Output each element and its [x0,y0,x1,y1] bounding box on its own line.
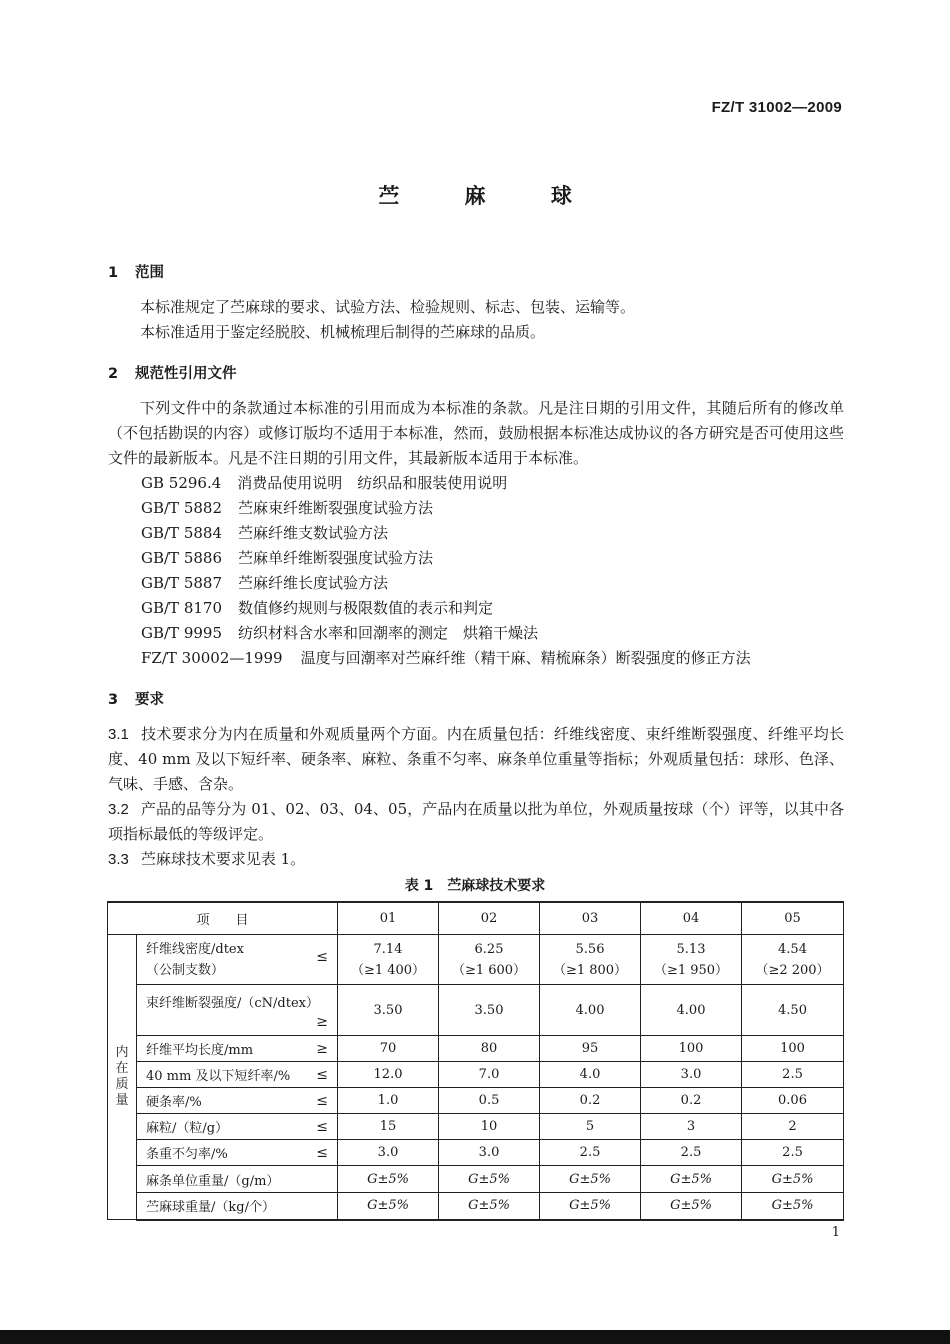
item-label: 麻条单位重量/（g/m） [146,1173,280,1189]
value-cell: 3 [641,1114,742,1140]
value-cell: 0.2 [641,1088,742,1114]
value-cell: G±5% [439,1193,540,1220]
value: 5.56 [575,941,605,957]
reference-code: GB/T 8170 [141,599,223,617]
clause-3-3 [108,847,844,872]
value: 6.25 [474,941,504,957]
item-cell [137,985,338,1036]
comparison-symbol: ≥ [316,1014,329,1030]
item-cell [137,935,338,985]
value-cell: G±5% [338,1166,439,1193]
value-cell [540,935,641,985]
value-cell: G±5% [540,1193,641,1220]
section-1-heading [108,261,164,282]
section-3-heading [108,688,164,709]
reference-item [141,546,433,571]
value-cell: G±5% [641,1166,742,1193]
document-title [0,180,950,210]
item-cell [137,1193,338,1220]
value-cell: 3.50 [338,985,439,1036]
value-cell [338,935,439,985]
reference-code: GB/T 5884 [141,524,223,542]
section-title: 要求 [135,692,164,708]
value-cell: 2.5 [540,1140,641,1166]
section-title: 范围 [135,265,164,281]
value-cell: 3.0 [338,1140,439,1166]
item-cell [137,1140,338,1166]
value-cell: 95 [540,1036,641,1062]
value-cell: 2.5 [742,1062,844,1088]
section-number: 3 [108,692,119,708]
item-label: 40 mm 及以下短纤率/% [146,1069,291,1084]
item-label: 纤维平均长度/mm [146,1043,254,1058]
value-cell: 70 [338,1036,439,1062]
subvalue: （≥1 950） [653,962,729,978]
comparison-symbol: ≤ [316,1144,329,1161]
value-cell: G±5% [439,1166,540,1193]
reference-item [141,471,507,496]
item-label: 束纤维断裂强度/（cN/dtex） [146,996,319,1011]
header-grade: 03 [540,902,641,935]
section-2-intro: 下列文件中的条款通过本标准的引用而成为本标准的条款。凡是注日期的引用文件，其随后所有的修改单（不包括勘误的内容）或修订版均不适用于本标准，然而，鼓励根据本标准达成协议的各方研究是否可使用这些文件的最新版本。凡是不注日期的引用文件，其最新版本适用于本标准。 [108,399,844,467]
clause-3-1 [108,722,844,797]
reference-code: FZ/T 30002—1999 [141,649,283,667]
header-grade: 01 [338,902,439,935]
clause-number: 3.2 [108,801,129,818]
item-label: 苎麻球重量/（kg/个） [146,1200,275,1216]
comparison-symbol: ≤ [316,949,329,965]
subvalue: （≥1 600） [451,962,527,978]
reference-code: GB/T 9995 [141,624,223,642]
value-cell: G±5% [742,1166,844,1193]
title-char-2: 麻 [464,184,486,208]
value-cell: 7.0 [439,1062,540,1088]
item-cell [137,1062,338,1088]
comparison-symbol: ≥ [316,1040,329,1057]
reference-code: GB/T 5887 [141,574,223,592]
value-cell: 4.00 [540,985,641,1036]
reference-title: 数值修约规则与极限数值的表示和判定 [238,599,494,617]
category-text: 内在质量 [115,1045,129,1108]
value-cell: G±5% [641,1193,742,1220]
value-cell [742,935,844,985]
table-row [108,1140,844,1166]
spec-table [107,901,844,1221]
section-number: 1 [108,265,119,281]
table-row [108,935,844,985]
value-cell: 2.5 [641,1140,742,1166]
clause-number: 3.3 [108,851,129,868]
header-grade: 05 [742,902,844,935]
value-cell: 2.5 [742,1140,844,1166]
section-title: 规范性引用文件 [135,366,237,382]
title-char-1: 苎 [378,184,400,208]
value-cell: G±5% [742,1193,844,1220]
reference-title: 苎麻纤维长度试验方法 [238,574,389,592]
standard-code: FZ/T 31002—2009 [711,99,842,116]
value-cell: 3.50 [439,985,540,1036]
reference-code: GB 5296.4 [141,474,222,492]
value-cell: 0.06 [742,1088,844,1114]
clause-text: 技术要求分为内在质量和外观质量两个方面。内在质量包括：纤维线密度、束纤维断裂强度、纤维平均长度、40 mm 及以下短纤率、硬条率、麻粒、条重不匀率、麻条单位重量等指标；外观质量包括：球形、色泽、气味、手感、含杂。 [108,725,844,793]
value-cell: 3.0 [439,1140,540,1166]
table-row [108,1036,844,1062]
subvalue: （≥1 800） [552,962,628,978]
reference-title: 苎麻束纤维断裂强度试验方法 [238,499,434,517]
header-grade: 04 [641,902,742,935]
value-cell: 4.50 [742,985,844,1036]
item-label: 硬条率/% [146,1095,202,1110]
item-cell [137,1036,338,1062]
item-label: 条重不匀率/% [146,1147,228,1162]
item-cell [137,1114,338,1140]
clause-3-2 [108,797,844,847]
comparison-symbol: ≤ [316,1092,329,1109]
value-cell: 4.00 [641,985,742,1036]
value-cell: 0.2 [540,1088,641,1114]
bottom-bar [0,1330,950,1344]
value-cell: 4.0 [540,1062,641,1088]
value-cell [439,935,540,985]
comparison-symbol: ≤ [316,1118,329,1135]
reference-item [141,646,751,671]
reference-item [141,496,433,521]
value: 5.13 [676,941,706,957]
value-cell: 100 [742,1036,844,1062]
section-number: 2 [108,366,119,382]
subvalue: （≥1 400） [350,962,426,978]
reference-item [141,571,388,596]
table-row [108,1088,844,1114]
reference-item [141,596,493,621]
item-cell [137,1088,338,1114]
item-cell [137,1166,338,1193]
value-cell: 15 [338,1114,439,1140]
category-label [108,935,137,1220]
value-cell: 1.0 [338,1088,439,1114]
value-cell [641,935,742,985]
value: 7.14 [373,941,403,957]
subvalue: （≥2 200） [755,962,830,978]
value-cell: 100 [641,1036,742,1062]
table-row [108,1114,844,1140]
value: 4.54 [778,941,807,957]
value-cell: 10 [439,1114,540,1140]
page-number: 1 [831,1225,840,1240]
value-cell: 3.0 [641,1062,742,1088]
reference-title: 纺织材料含水率和回潮率的测定 烘箱干燥法 [238,624,539,642]
clause-text: 苎麻球技术要求见表 1。 [140,850,306,868]
clause-text: 产品的品等分为 01、02、03、04、05，产品内在质量以批为单位，外观质量按球（个）评等，以其中各项指标最低的等级评定。 [108,800,844,843]
value-cell: G±5% [540,1166,641,1193]
value-cell: 80 [439,1036,540,1062]
table-caption: 表 1 苎麻球技术要求 [404,878,546,894]
table-row [108,985,844,1036]
header-grade: 02 [439,902,540,935]
table-row [108,1166,844,1193]
title-char-3: 球 [550,184,572,208]
reference-title: 温度与回潮率对苎麻纤维（精干麻、精梳麻条）断裂强度的修正方法 [300,649,751,667]
value-cell: 5 [540,1114,641,1140]
reference-title: 苎麻单纤维断裂强度试验方法 [238,549,434,567]
section-1-para-2: 本标准适用于鉴定经脱胶、机械梳理后制得的苎麻球的品质。 [140,323,546,341]
table-row [108,1193,844,1220]
header-item: 项 目 [108,902,338,935]
value-cell: 2 [742,1114,844,1140]
item-sublabel: （公制支数） [146,962,225,978]
value-cell: 12.0 [338,1062,439,1088]
item-label: 麻粒/（粒/g） [146,1121,229,1136]
reference-title: 消费品使用说明 纺织品和服装使用说明 [237,474,508,492]
item-label: 纤维线密度/dtex [146,941,244,957]
reference-item [141,521,388,546]
reference-title: 苎麻纤维支数试验方法 [238,524,389,542]
table-row [108,1062,844,1088]
table-header-row [108,902,844,935]
clause-number: 3.1 [108,726,129,743]
reference-code: GB/T 5886 [141,549,223,567]
section-1-para-1: 本标准规定了苎麻球的要求、试验方法、检验规则、标志、包装、运输等。 [140,298,636,316]
reference-item [141,621,538,646]
section-2-heading [108,362,237,383]
comparison-symbol: ≤ [316,1066,329,1083]
reference-code: GB/T 5882 [141,499,223,517]
value-cell: 0.5 [439,1088,540,1114]
value-cell: G±5% [338,1193,439,1220]
